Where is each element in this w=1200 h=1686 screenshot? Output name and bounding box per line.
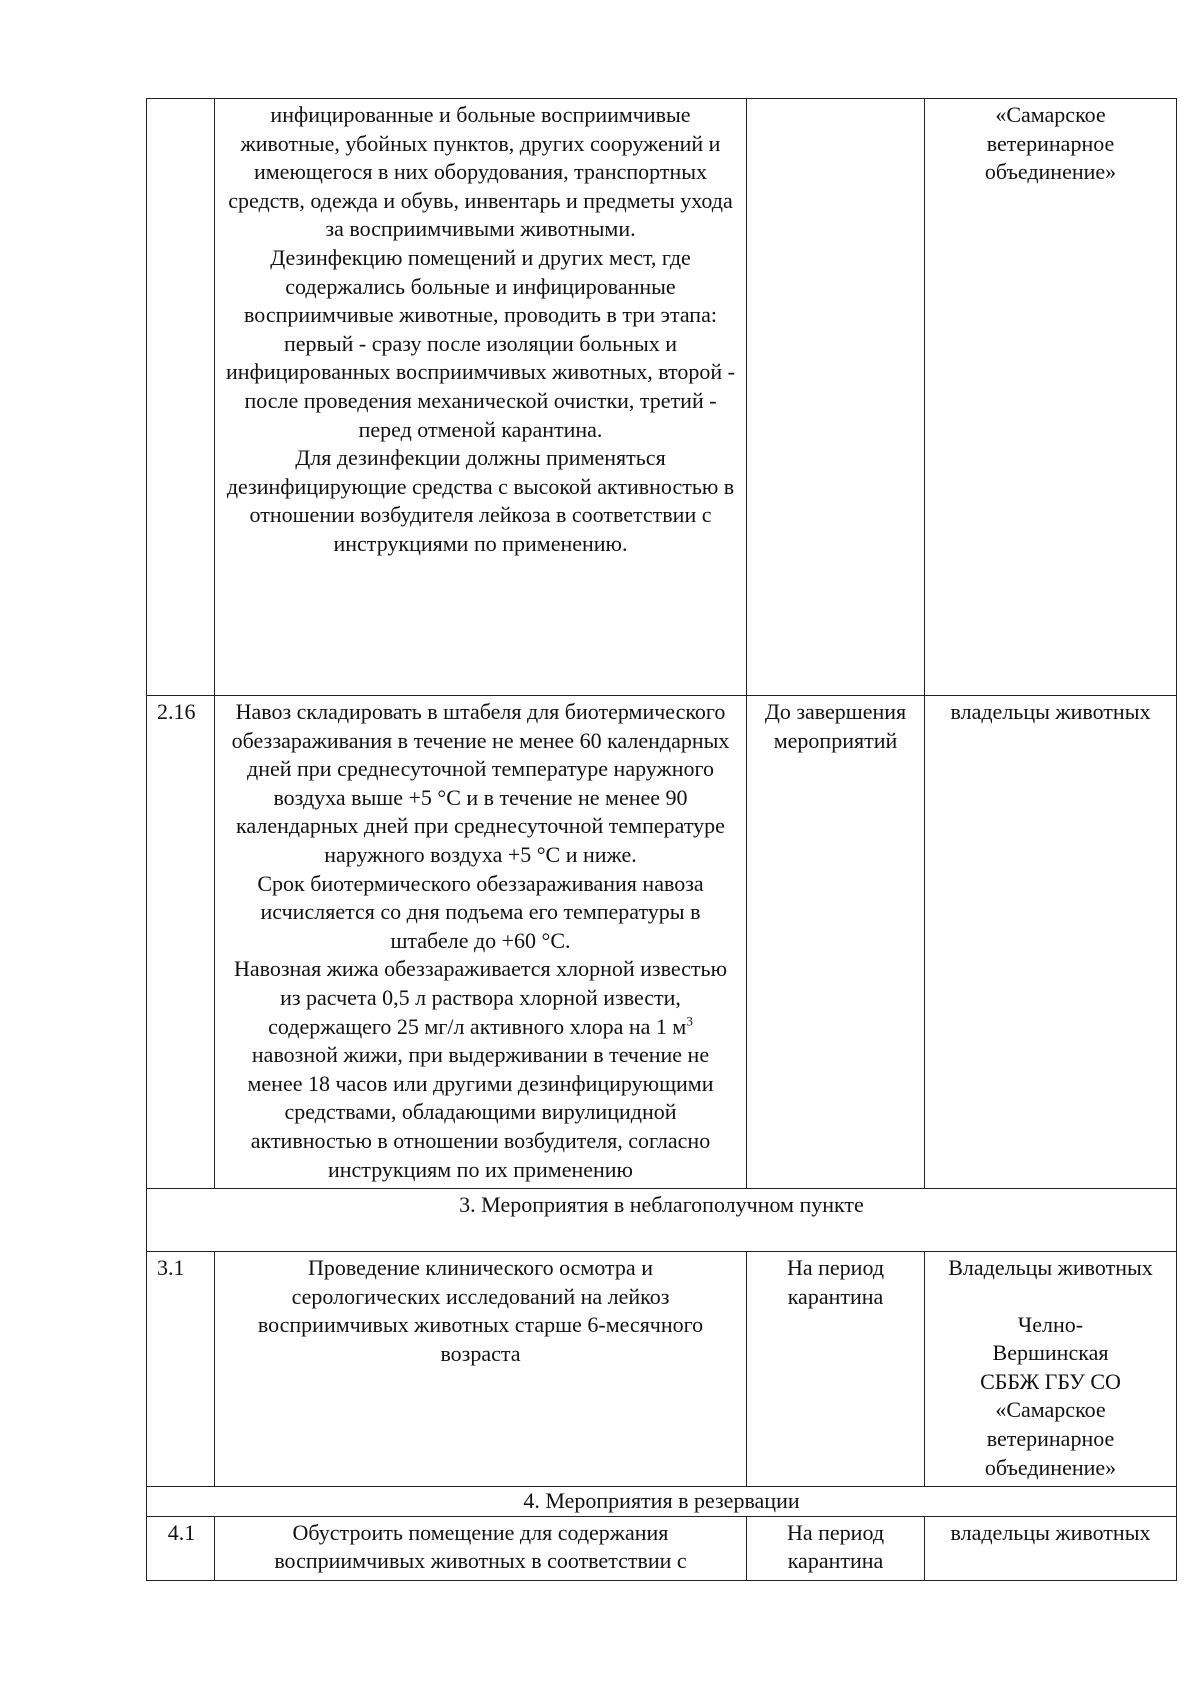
row-term: [747, 99, 925, 696]
row-content: [215, 1252, 747, 1487]
row-responsible: владельцы животных: [925, 696, 1177, 1189]
row-responsible: [925, 1252, 1177, 1487]
content-paragraph: Для дезинфекции должны применяться дезинфицирующие средства с высокой активностью в отношении возбудителя лейкоза в соответствии с инструкциями по применению.: [226, 445, 735, 556]
row-content: [215, 696, 747, 1189]
row-number: [147, 99, 215, 696]
section-row-4: [147, 1487, 1177, 1517]
table-row-2-16: [147, 696, 1177, 1189]
row-responsible: «Самарское ветеринарное объединение»: [925, 99, 1177, 696]
table-row-3-1: [147, 1252, 1177, 1487]
row-number: 2.16: [147, 696, 215, 1189]
responsible-line: Владельцы животных: [948, 1255, 1153, 1281]
content-paragraph: Срок биотермического обеззараживания навоза исчисляется со дня подъема его температуры в штабеле до +60 °С.: [257, 870, 704, 953]
table-row-continuation: [147, 99, 1177, 696]
content-paragraph: инфицированные и больные восприимчивые животные, убойных пунктов, других сооружений и имеющегося в них оборудования, транспортных средств, одежда и обувь, инвентарь и предметы ухода за восприимчивыми животными.: [228, 102, 733, 242]
responsible-line: Челно-Вершинская СББЖ ГБУ СО «Самарское ветеринарное объединение»: [980, 1311, 1121, 1480]
row-term: На период карантина: [747, 1252, 925, 1487]
table-row-4-1: [147, 1516, 1177, 1580]
content-paragraph: [223, 955, 738, 1184]
content-paragraph: Дезинфекцию помещений и других мест, где содержались больные и инфицированные восприимчивые животные, проводить в три этапа: первый - сразу после изоляции больных и инфицированных восприимчивых животных, второй - после проведения механической очистки, третий - перед отменой карантина.: [226, 244, 735, 442]
superscript: 3: [686, 1013, 693, 1029]
measures-table: [146, 98, 1177, 1581]
row-number: 4.1: [147, 1516, 215, 1580]
content-paragraph: Проведение клинического осмотра и серологических исследований на лейкоз восприимчивых животных старше 6-месячного возраста: [257, 1255, 704, 1366]
row-term: На период карантина: [747, 1516, 925, 1580]
row-content: [215, 99, 747, 696]
section-title: 4. Мероприятия в резервации: [147, 1487, 1177, 1517]
row-term: До завершения мероприятий: [747, 696, 925, 1189]
section-title: 3. Мероприятия в неблагополучном пункте: [147, 1189, 1177, 1252]
content-paragraph: Обустроить помещение для содержания восприимчивых животных в соответствии с: [274, 1519, 687, 1574]
row-number: 3.1: [147, 1252, 215, 1487]
spacer: [931, 1283, 1170, 1311]
section-row-3: [147, 1189, 1177, 1252]
row-content: [215, 1516, 747, 1580]
row-responsible: владельцы животных: [925, 1516, 1177, 1580]
content-text: Навозная жижа обеззараживается хлорной известью из расчета 0,5 л раствора хлорной извести, содержащего 25 мг/л активного хлора на 1 м: [233, 956, 728, 1039]
content-text: навозной жижи, при выдерживании в течение не менее 18 часов или другими дезинфицирующими средствами, обладающими вирулицидной активностью в отношении возбудителя, согласно инструкциям по их применению: [247, 1042, 714, 1182]
content-paragraph: Навоз складировать в штабеля для биотермического обеззараживания в течение не менее 60 календарных дней при среднесуточной температуре наружного воздуха выше +5 °С и в течение не менее 90 календарных дней при среднесуточной температуре наружного воздуха +5 °С и ниже.: [231, 699, 730, 867]
